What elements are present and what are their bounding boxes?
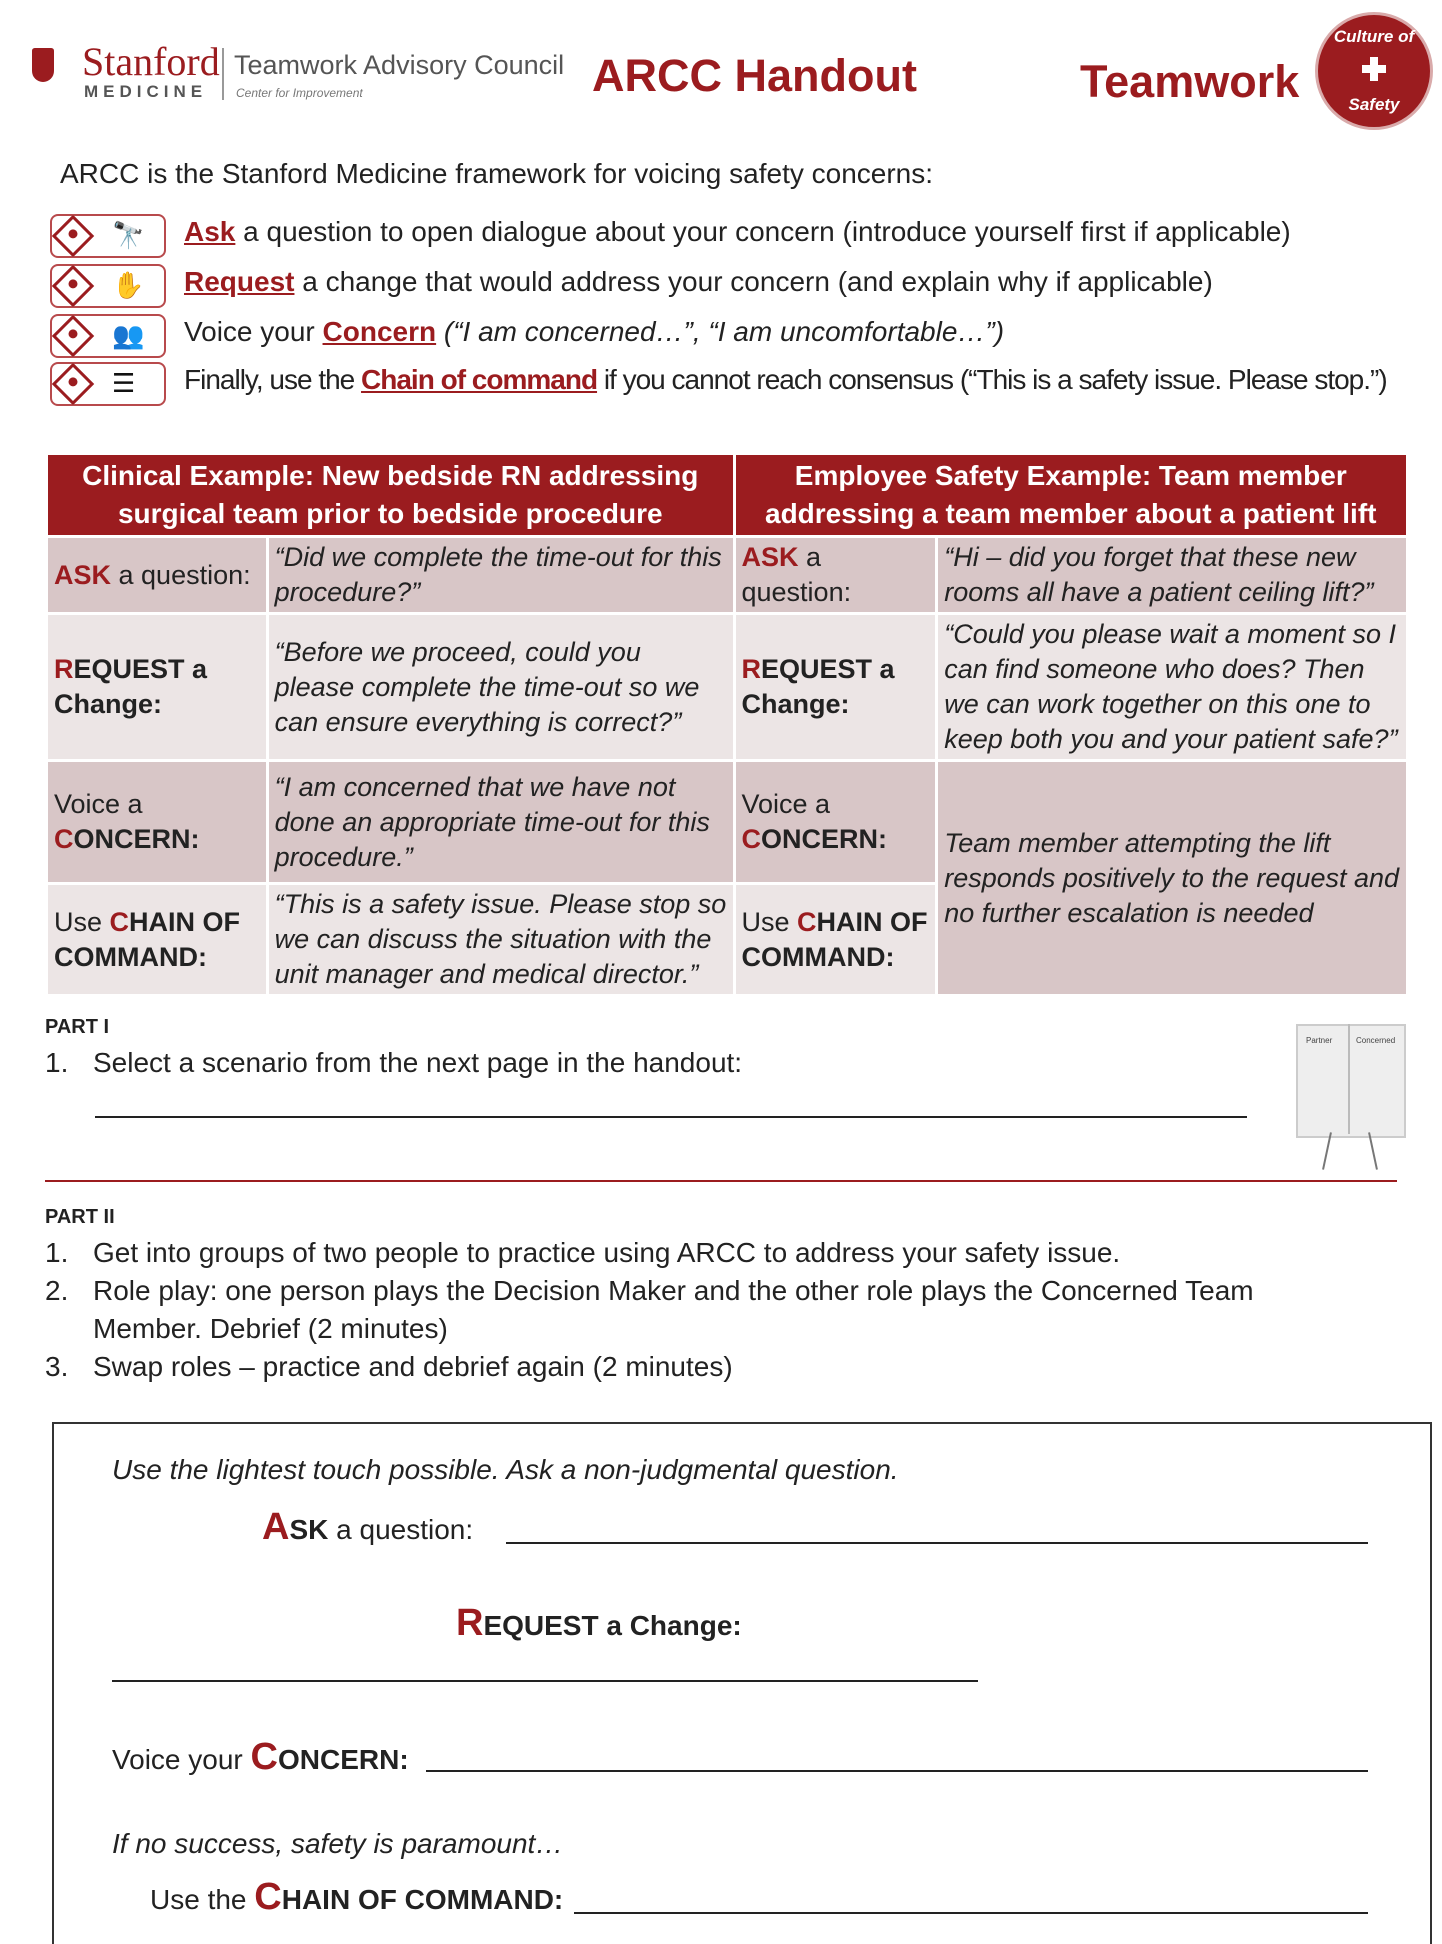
list-item: 1. Get into groups of two people to practice using ARCC to address your safety issue.	[45, 1237, 1121, 1268]
step-text: Ask a question to open dialogue about your concern (introduce yourself first if applicable)	[184, 216, 1291, 247]
council-subtitle: Center for Improvement	[236, 86, 363, 100]
practice-tip: Use the lightest touch possible. Ask a non-judgmental question.	[112, 1454, 899, 1485]
stanford-shield-icon	[32, 48, 54, 82]
flip-chart-easel-image	[1296, 1022, 1402, 1170]
step-badge	[50, 362, 166, 406]
logo-medicine: MEDICINE	[84, 82, 208, 101]
part-two-heading: PART II	[45, 1206, 115, 1228]
part-two-list	[45, 1234, 1345, 1386]
hierarchy-icon: ☰	[112, 368, 136, 398]
employee-ask: “Hi – did you forget that these new rooms all have a patient ceiling lift?”	[938, 538, 1406, 612]
part-one-list	[45, 1044, 742, 1082]
page-title: ARCC Handout	[592, 50, 917, 101]
step-badge	[50, 314, 166, 358]
employee-example-header: Employee Safety Example: Team member addressing a team member about a patient lift	[736, 455, 1407, 535]
people-icon: 👥	[112, 320, 145, 350]
step-text: Voice your Concern (“I am concerned…”, “I am uncomfortable…”)	[184, 316, 1005, 347]
culture-of-safety-badge	[1315, 12, 1433, 130]
step-keyword: Request	[184, 266, 295, 297]
clinical-example-header: Clinical Example: New bedside RN addressing surgical team prior to bedside procedure	[48, 455, 733, 535]
concern-answer-line[interactable]	[426, 1770, 1368, 1772]
ask-answer-line[interactable]	[506, 1542, 1368, 1544]
practice-ask-label: ASK a question:	[262, 1506, 474, 1548]
employee-outcome: Team member attempting the lift responds positively to the request and no further escalation is needed	[938, 762, 1406, 994]
practice-box	[52, 1422, 1432, 1944]
list-item: 3. Swap roles – practice and debrief again (2 minutes)	[45, 1351, 733, 1382]
logo-stanford: Stanford	[82, 39, 220, 84]
binoculars-icon: 🔭	[112, 220, 145, 250]
diamond-icon	[52, 315, 94, 357]
badge-bottom-text: Safety	[1348, 95, 1400, 114]
clinical-chain: “This is a safety issue. Please stop so we can discuss the situation with the unit manager and medical director.”	[269, 885, 733, 994]
cross-icon	[1362, 57, 1386, 81]
practice-concern-label: Voice your CONCERN:	[112, 1736, 409, 1778]
label-ask: ASK a question:	[48, 538, 266, 612]
clinical-request: “Before we proceed, could you please complete the time-out so we can ensure everything is correct?”	[269, 615, 733, 759]
label-concern: Voice a CONCERN:	[48, 762, 266, 882]
step-badge	[50, 214, 166, 258]
label-request: REQUEST a Change:	[736, 615, 936, 759]
chain-answer-line[interactable]	[574, 1912, 1368, 1914]
hand-icon: ✋	[112, 270, 145, 300]
list-item: 1. Select a scenario from the next page in the handout:	[45, 1047, 743, 1078]
step-text: Finally, use the Chain of command if you cannot reach consensus (“This is a safety issue. Please stop.”)	[184, 364, 1387, 395]
label-concern: Voice a CONCERN:	[736, 762, 936, 882]
label-chain: Use CHAIN OF COMMAND:	[48, 885, 266, 994]
intro-text: ARCC is the Stanford Medicine framework for voicing safety concerns:	[60, 158, 934, 189]
practice-chain-label: Use the CHAIN OF COMMAND:	[150, 1876, 564, 1918]
step-keyword: Ask	[184, 216, 236, 247]
diamond-icon	[52, 265, 94, 307]
request-answer-line[interactable]	[112, 1680, 978, 1682]
label-request: REQUEST a Change:	[48, 615, 266, 759]
page-topic: Teamwork	[1080, 56, 1300, 107]
employee-request: “Could you please wait a moment so I can find someone who does? Then we can work together on this one to keep both you and your patient safe?”	[938, 615, 1406, 759]
practice-fallback: If no success, safety is paramount…	[112, 1828, 564, 1859]
scenario-answer-line[interactable]	[95, 1116, 1247, 1118]
label-chain: Use CHAIN OF COMMAND:	[736, 885, 936, 994]
examples-table	[45, 452, 1409, 997]
step-badge	[50, 264, 166, 308]
clinical-ask: “Did we complete the time-out for this procedure?”	[269, 538, 733, 612]
diamond-icon	[52, 363, 94, 405]
logo-divider	[222, 48, 224, 100]
part-one-heading: PART I	[45, 1016, 110, 1038]
list-item: 2. Role play: one person plays the Decision Maker and the other role plays the Concerned Team Member. Debrief (2 minutes)	[45, 1275, 1254, 1344]
easel-left-label: Partner	[1306, 1036, 1333, 1045]
table-row-ask	[48, 538, 1406, 612]
table-row-request	[48, 615, 1406, 759]
easel-right-label: Concerned	[1356, 1036, 1396, 1045]
step-text: Request a change that would address your concern (and explain why if applicable)	[184, 266, 1213, 297]
step-keyword: Chain of command	[361, 364, 598, 395]
table-row-concern	[48, 762, 1406, 882]
table-header-row	[48, 455, 1406, 535]
section-divider	[45, 1180, 1397, 1182]
badge-top-text: Culture of	[1333, 27, 1415, 46]
label-ask: ASK a question:	[736, 538, 936, 612]
council-name: Teamwork Advisory Council	[234, 50, 565, 80]
step-keyword: Concern	[322, 316, 437, 347]
clinical-concern: “I am concerned that we have not done an appropriate time-out for this procedure.”	[269, 762, 733, 882]
diamond-icon	[52, 215, 94, 257]
practice-request-label: REQUEST a Change:	[456, 1602, 742, 1644]
